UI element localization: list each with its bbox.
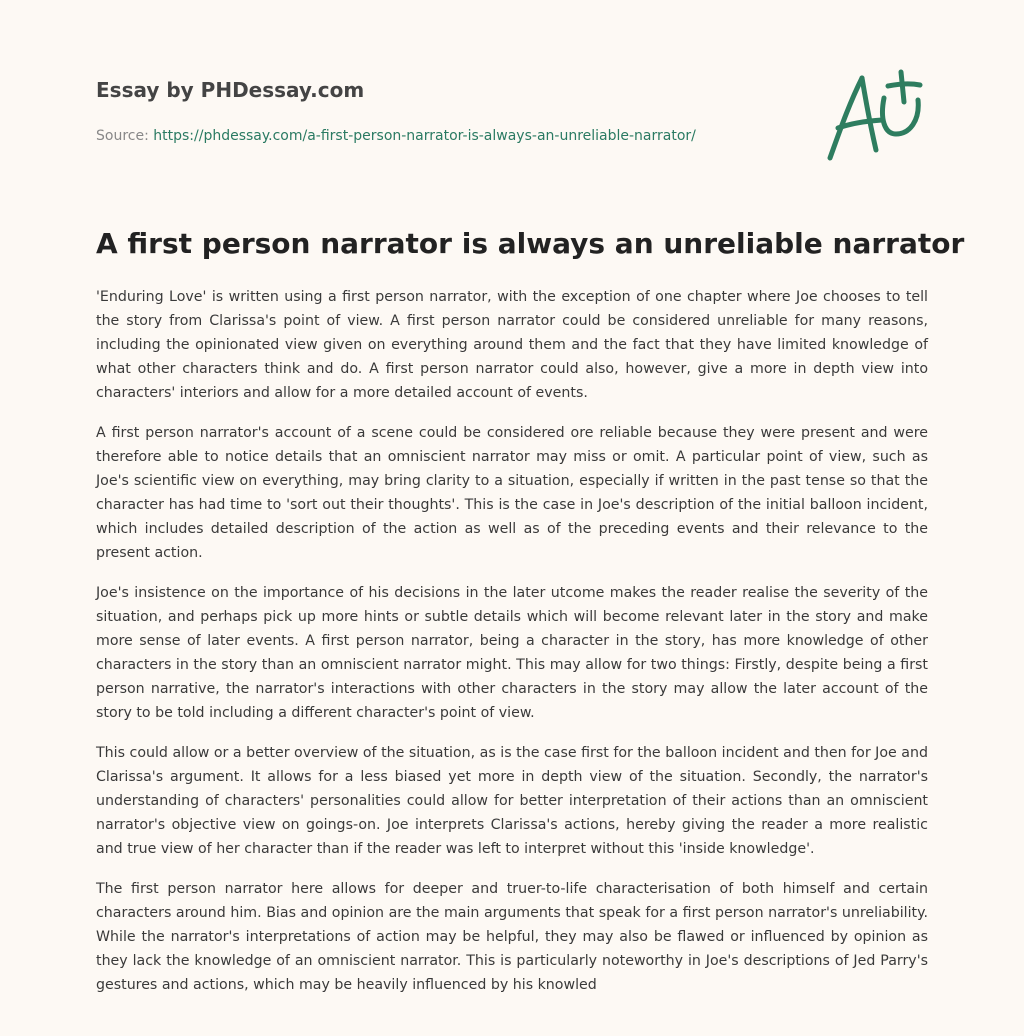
a-plus-logo-icon: [822, 66, 928, 166]
paragraph: A first person narrator's account of a scene could be considered ore reliable because they were present and were therefore able to notice details that an omniscient narrator may miss or omit. A particular point of view, such as Joe's scientific view on everything, may bring clarity to a situation, especially if written in the past tense so that the character has had time to 'sort out their thoughts'. This is the case in Joe's description of the initial balloon incident, which includes detailed description of the action as well as of the preceding events and their relevance to the present action.: [96, 425, 928, 561]
source-line: [96, 126, 796, 146]
brand-title: Essay by PHDessay.com: [96, 78, 365, 102]
source-link[interactable]: https://phdessay.com/a-first-person-narrator-is-always-an-unreliable-narrator/: [153, 128, 696, 144]
paragraph: This could allow or a better overview of the situation, as is the case first for the balloon incident and then for Joe and Clarissa's argument. It allows for a less biased yet more in depth view of the situation. Secondly, the narrator's understanding of characters' personalities could allow for better interpretation of their actions than an omniscient narrator's objective view on goings-on. Joe interprets Clarissa's actions, hereby giving the reader a more realistic and true view of her character than if the reader was left to interpret without this 'inside knowledge'.: [96, 745, 928, 857]
paragraph: Joe's insistence on the importance of his decisions in the later utcome makes the reader realise the severity of the situation, and perhaps pick up more hints or subtle details which will become relevant later in the story and make more sense of later events. A first person narrator, being a character in the story, has more knowledge of other characters in the story than an omniscient narrator might. This may allow for two things: Firstly, despite being a first person narrative, the narrator's interactions with other characters in the story may allow the later account of the story to be told including a different character's point of view.: [96, 585, 928, 721]
paragraph: The first person narrator here allows for deeper and truer-to-life characterisation of both himself and certain characters around him. Bias and opinion are the main arguments that speak for a first person narrator's unreliability. While the narrator's interpretations of action may be helpful, they may also be flawed or influenced by opinion as they lack the knowledge of an omniscient narrator. This is particularly noteworthy in Joe's descriptions of Jed Parry's gestures and actions, which may be heavily influenced by his knowled: [96, 881, 928, 993]
essay-body: [96, 285, 928, 1013]
site-header: [96, 76, 796, 146]
paragraph: 'Enduring Love' is written using a first person narrator, with the exception of one chapter where Joe chooses to tell the story from Clarissa's point of view. A first person narrator could be considered unreliable for many reasons, including the opinionated view given on everything around them and the fact that they have limited knowledge of what other characters think and do. A first person narrator could also, however, give a more in depth view into characters' interiors and allow for a more detailed account of events.: [96, 289, 928, 401]
essay-title: A first person narrator is always an unreliable narrator: [96, 227, 965, 260]
source-label: Source:: [96, 128, 149, 144]
